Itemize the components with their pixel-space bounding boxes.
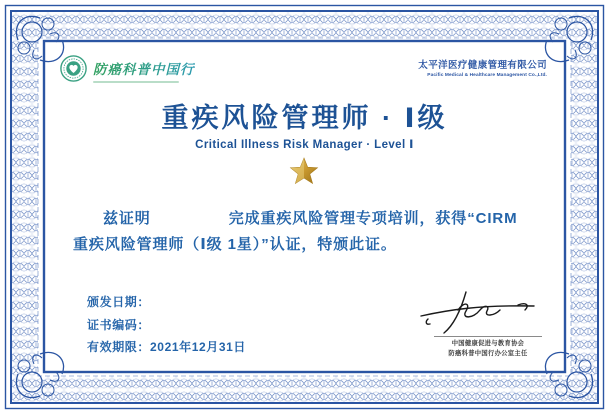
heart-roundel-logo-icon — [60, 55, 87, 82]
org-logo — [60, 55, 195, 83]
cert-no-label: 证书编码： — [87, 317, 151, 332]
certificate-details — [87, 291, 246, 359]
signing-org-line-2: 防癌科普中国行办公室主任 — [448, 349, 528, 357]
signing-org-block — [398, 339, 578, 358]
body-line-2: 重疾风险管理师（Ⅰ级 1星）”认证，特颁此证。 — [73, 236, 397, 253]
body-line-1-text: 完成重疾风险管理专项培训，获得“CIRM — [228, 210, 518, 227]
validity-label: 有效期限： — [87, 340, 151, 354]
signing-org-line-1: 中国健康促进与教育协会 — [451, 340, 525, 347]
issue-date-label: 颁发日期： — [87, 295, 151, 309]
company-name-cn: 太平洋医疗健康管理有限公司 — [418, 60, 547, 71]
issue-date-row — [87, 291, 246, 314]
level-star — [289, 157, 319, 185]
validity-value: 2021年12月31日 — [150, 340, 247, 354]
org-logo-name: 防癌科普中国行 — [93, 58, 195, 78]
body-certify-label: 兹证明 — [103, 210, 151, 227]
signature-underline — [434, 336, 542, 337]
org-logo-tagline — [93, 81, 179, 83]
body-line-1 — [103, 207, 518, 228]
gold-star-icon — [289, 157, 319, 185]
validity-row — [87, 336, 246, 359]
company-block — [418, 57, 547, 78]
signature-handwriting — [418, 286, 544, 336]
cert-no-row — [87, 314, 246, 337]
certificate-title-cn: 重疾风险管理师 · Ⅰ级 — [161, 103, 448, 133]
certificate-title-en: Critical Illness Risk Manager · Level Ⅰ — [195, 139, 414, 151]
company-name-en: Pacific Medical & Healthcare Management Co.,Ltd. — [427, 73, 547, 78]
